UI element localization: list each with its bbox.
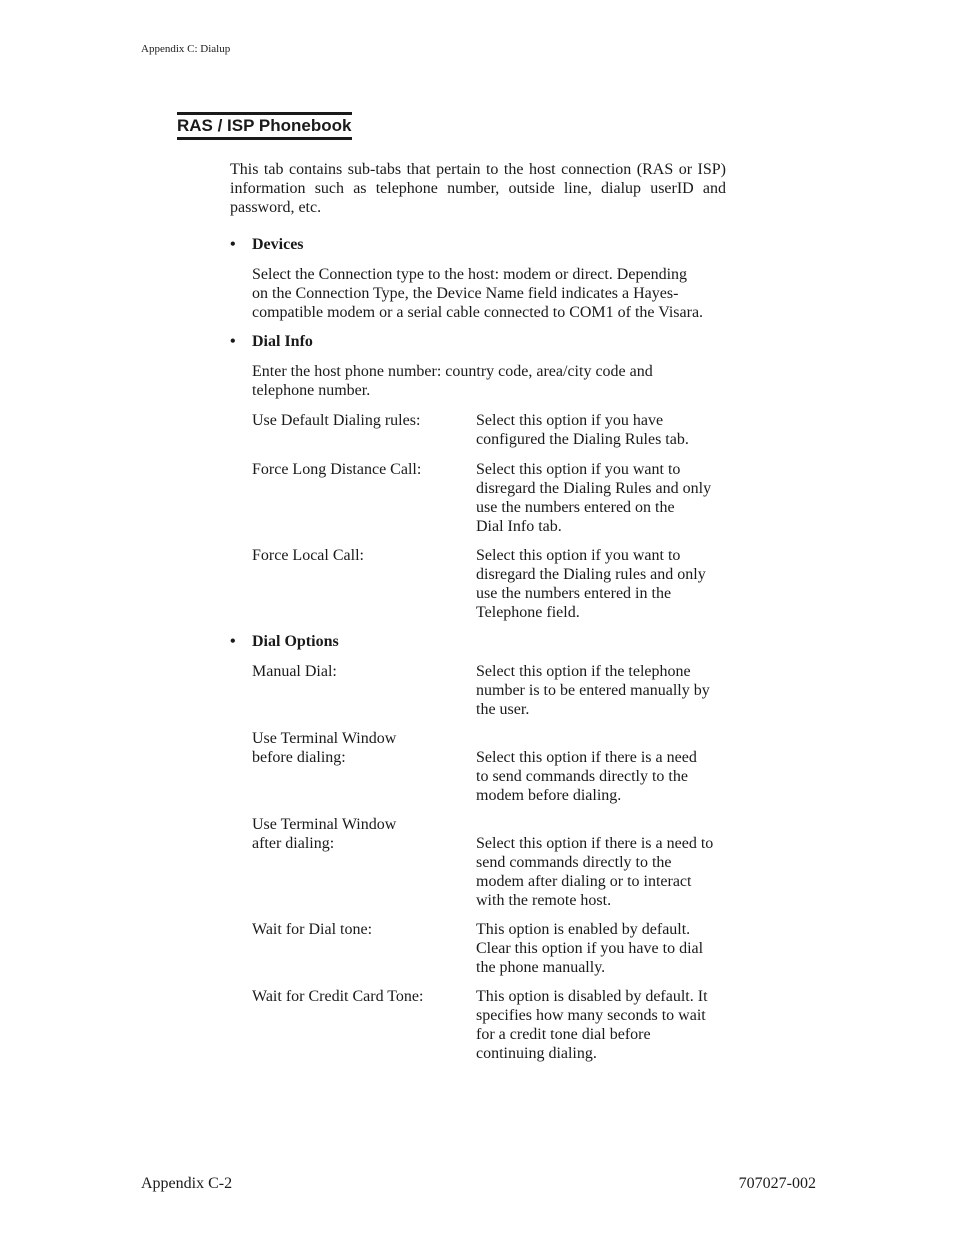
option-definition (476, 460, 728, 536)
def-line: use the numbers entered in the (476, 585, 672, 602)
def-line: Clear this option if you have to dial (476, 940, 704, 957)
option-term (252, 729, 462, 767)
def-line: This option is disabled by default. It (476, 988, 708, 1005)
option-definition (476, 834, 728, 910)
def-line: use the numbers entered on the (476, 499, 675, 516)
option-term (252, 460, 462, 479)
option-definition (476, 920, 728, 977)
bullet-heading: Dial Info (252, 333, 313, 350)
term-line: Manual Dial: (252, 663, 337, 680)
text-line: on the Connection Type, the Device Name field indicates a Hayes- (252, 285, 679, 302)
def-line: with the remote host. (476, 892, 612, 909)
option-term (252, 411, 462, 430)
dial-info-description (252, 362, 728, 400)
running-head: Appendix C: Dialup (141, 43, 231, 55)
def-line: Dial Info tab. (476, 518, 562, 535)
page-footer-left: Appendix C-2 (141, 1175, 233, 1192)
term-line: after dialing: (252, 835, 335, 852)
bullet-mark: • (230, 236, 236, 253)
def-line: the user. (476, 701, 530, 718)
term-line: Use Terminal Window (252, 816, 397, 833)
def-line: This option is enabled by default. (476, 921, 691, 938)
option-definition (476, 987, 728, 1063)
section-title: RAS / ISP Phonebook (177, 112, 352, 140)
def-line: Select this option if you want to (476, 547, 681, 564)
def-line: specifies how many seconds to wait (476, 1007, 706, 1024)
option-definition (476, 546, 728, 622)
option-term (252, 662, 462, 681)
text-line: Select the Connection type to the host: modem or direct. Depending (252, 266, 688, 283)
def-line: Select this option if you have (476, 412, 664, 429)
bullet-mark: • (230, 633, 236, 650)
bullet-devices (230, 235, 304, 254)
bullet-heading: Devices (252, 236, 304, 253)
def-line: modem after dialing or to interact (476, 873, 692, 890)
option-term (252, 815, 462, 853)
term-line: Use Default Dialing rules: (252, 412, 421, 429)
def-line: Select this option if there is a need to (476, 835, 714, 852)
bullet-mark: • (230, 333, 236, 350)
term-line: Force Long Distance Call: (252, 461, 422, 478)
def-line: configured the Dialing Rules tab. (476, 431, 689, 448)
option-term (252, 920, 462, 939)
term-line: before dialing: (252, 749, 346, 766)
def-line: Select this option if you want to (476, 461, 681, 478)
intro-paragraph: This tab contains sub-tabs that pertain to the host connection (RAS or ISP) information such as telephone number, outside line, dialup userID and password, etc. (230, 161, 726, 216)
def-line: for a credit tone dial before (476, 1026, 651, 1043)
text-line: Enter the host phone number: country code, area/city code and (252, 363, 653, 380)
term-line: Wait for Credit Card Tone: (252, 988, 424, 1005)
page-footer-right: 707027-002 (738, 1175, 816, 1192)
def-line: number is to be entered manually by (476, 682, 710, 699)
def-line: to send commands directly to the (476, 768, 688, 785)
bullet-heading: Dial Options (252, 633, 339, 650)
devices-description (252, 265, 728, 322)
term-line: Use Terminal Window (252, 730, 397, 747)
option-definition (476, 411, 728, 449)
bullet-dial-options (230, 632, 339, 651)
def-line: modem before dialing. (476, 787, 622, 804)
def-line: disregard the Dialing rules and only (476, 566, 706, 583)
term-line: Wait for Dial tone: (252, 921, 373, 938)
bullet-dial-info (230, 332, 313, 351)
def-line: Telephone field. (476, 604, 580, 621)
def-line: disregard the Dialing Rules and only (476, 480, 712, 497)
def-line: the phone manually. (476, 959, 606, 976)
option-term (252, 546, 462, 565)
def-line: Select this option if the telephone (476, 663, 691, 680)
def-line: Select this option if there is a need (476, 749, 697, 766)
def-line: send commands directly to the (476, 854, 672, 871)
option-definition (476, 748, 728, 805)
option-term (252, 987, 462, 1006)
def-line: continuing dialing. (476, 1045, 597, 1062)
term-line: Force Local Call: (252, 547, 364, 564)
text-line: telephone number. (252, 382, 371, 399)
option-definition (476, 662, 728, 719)
text-line: compatible modem or a serial cable connected to COM1 of the Visara. (252, 304, 704, 321)
